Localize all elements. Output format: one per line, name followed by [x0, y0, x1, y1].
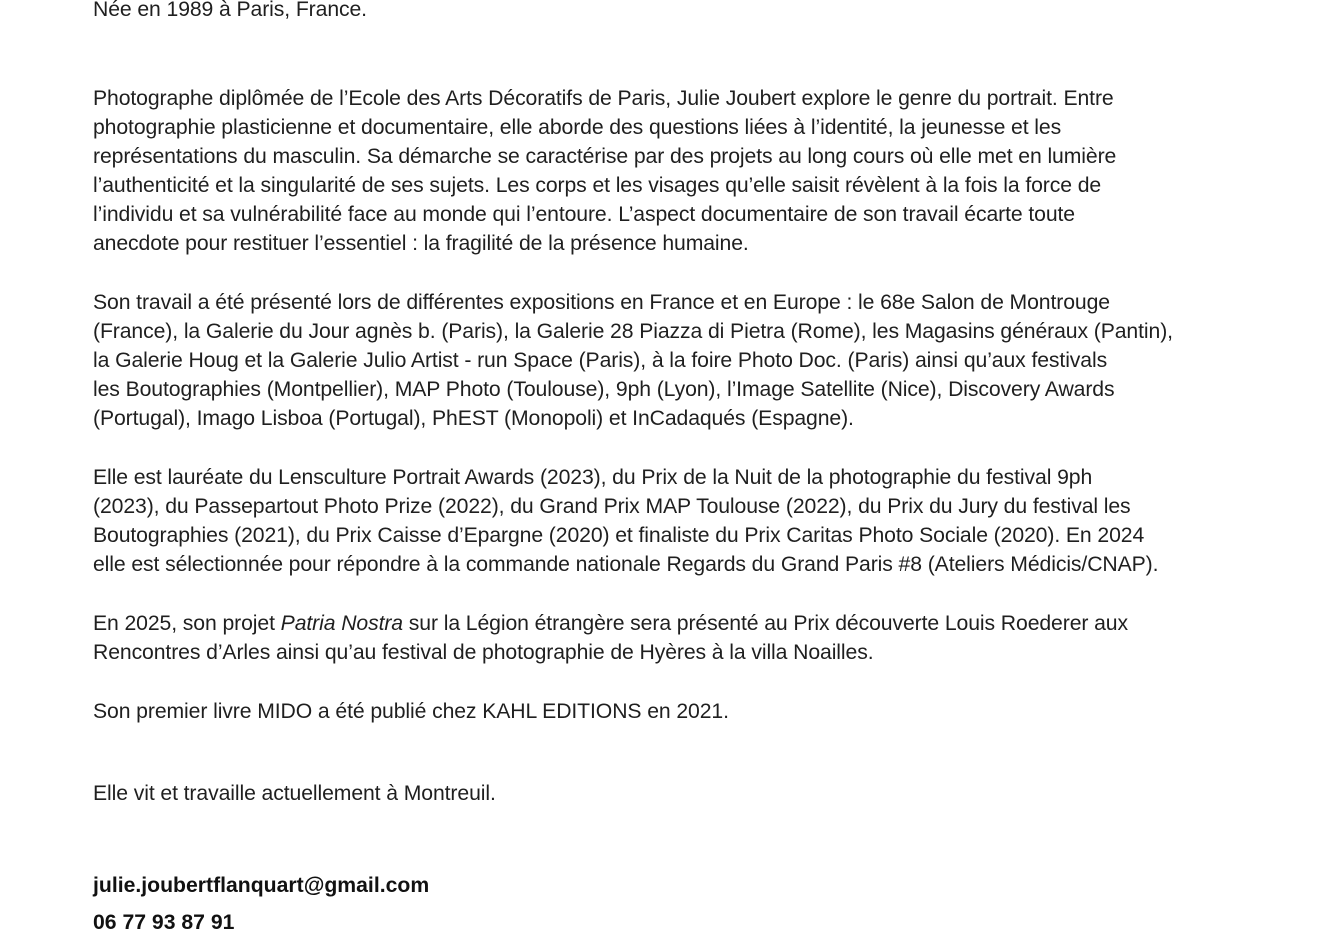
text-line: l’authenticité et la singularité de ses sujets. Les corps et les visages qu’elle saisit révèlent à la fois la force de: [93, 174, 1102, 197]
text-line: l’individu et sa vulnérabilité face au monde qui l’entoure. L’aspect documentaire de son travail écarte toute: [93, 203, 1075, 226]
text-line: (Portugal), Imago Lisboa (Portugal), PhEST (Monopoli) et InCadaqués (Espagne).: [93, 407, 854, 430]
text-line: les Boutographies (Montpellier), MAP Photo (Toulouse), 9ph (Lyon), l’Image Satellite (Nice), Discovery Awards: [93, 378, 1115, 401]
paragraph-residence: Elle vit et travaille actuellement à Montreuil.: [93, 782, 496, 805]
phone-number[interactable]: 06 77 93 87 91: [93, 911, 235, 934]
text-line: Rencontres d’Arles ainsi qu’au festival de photographie de Hyères à la villa Noailles.: [93, 641, 874, 664]
paragraph-book: Son premier livre MIDO a été publié chez KAHL EDITIONS en 2021.: [93, 700, 729, 723]
text-line: photographie plasticienne et documentaire, elle aborde des questions liées à l’identité, la jeunesse et les: [93, 116, 1062, 139]
text-line: (France), la Galerie du Jour agnès b. (Paris), la Galerie 28 Piazza di Pietra (Rome), les Magasins généraux (Pantin),: [93, 320, 1173, 343]
email-link[interactable]: julie.joubertflanquart@gmail.com: [93, 874, 430, 897]
text-line: elle est sélectionnée pour répondre à la commande nationale Regards du Grand Paris #8 (Ateliers Médicis/CNAP).: [93, 553, 1159, 576]
text-line: anecdote pour restituer l’essentiel : la fragilité de la présence humaine.: [93, 232, 749, 255]
text-line: Elle est lauréate du Lensculture Portrait Awards (2023), du Prix de la Nuit de la photographie du festival 9ph: [93, 466, 1093, 489]
text-line: Son travail a été présenté lors de différentes expositions en France et en Europe : le 68e Salon de Montrouge: [93, 291, 1110, 314]
text-span: En 2025, son projet: [93, 612, 281, 635]
text-span: sur la Légion étrangère sera présenté au Prix découverte Louis Roederer aux: [403, 612, 1128, 635]
text-line: Photographe diplômée de l’Ecole des Arts Décoratifs de Paris, Julie Joubert explore le genre du portrait. Entre: [93, 87, 1114, 110]
text-line: représentations du masculin. Sa démarche se caractérise par des projets au long cours où elle met en lumière: [93, 145, 1117, 168]
text-line: la Galerie Houg et la Galerie Julio Artist - run Space (Paris), à la foire Photo Doc. (Paris) ainsi qu’aux festivals: [93, 349, 1108, 372]
project-title: Patria Nostra: [280, 612, 403, 635]
birth-line: Née en 1989 à Paris, France.: [93, 0, 367, 21]
text-line: (2023), du Passepartout Photo Prize (2022), du Grand Prix MAP Toulouse (2022), du Prix du Jury du festival les: [93, 495, 1131, 518]
text-line: [93, 609, 1128, 638]
text-line: Boutographies (2021), du Prix Caisse d’Epargne (2020) et finaliste du Prix Caritas Photo Sociale (2020). En 2024: [93, 524, 1145, 547]
